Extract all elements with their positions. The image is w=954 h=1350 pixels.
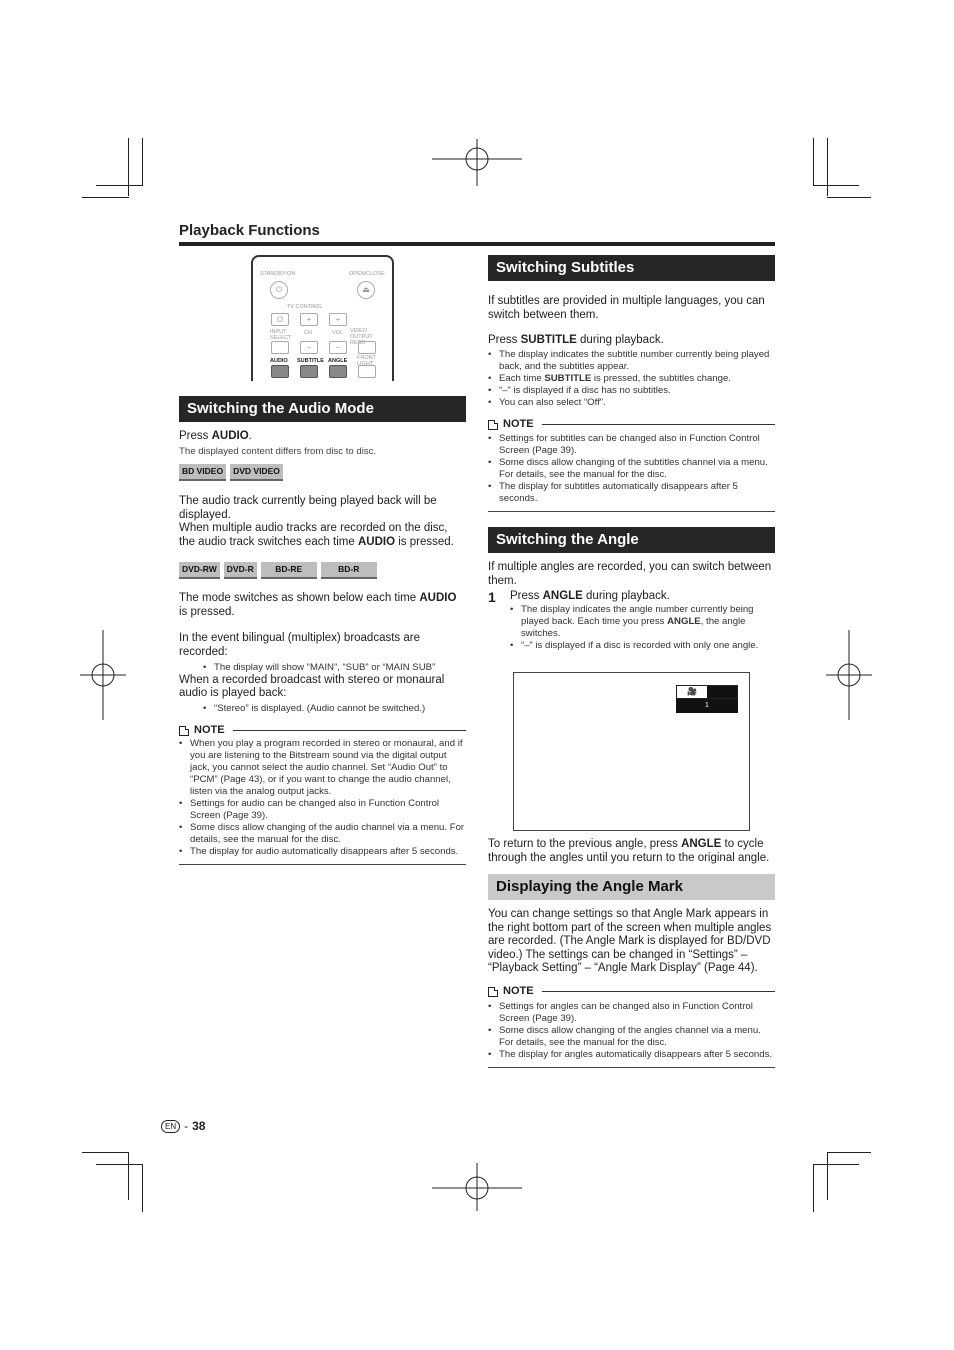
- section-end-rule: [488, 1067, 775, 1068]
- video-output-icon: [358, 341, 376, 354]
- note-item: • When you play a program recorded in stereo or monaural, and if you are listening to the Bitstream sound via the digital output jack, you cannot select the audio channel. Set “Audio Out” to “PCM” (Page 43), or if you want to change the audio channel, listen via the analog output jacks.: [179, 738, 466, 798]
- angle-title: Switching the Angle: [488, 527, 775, 553]
- subtitles-bullet: • The display indicates the subtitle number currently being played back, and the subtitles appear.: [488, 349, 775, 373]
- remote-audio-label: AUDIO: [270, 358, 288, 364]
- angle-bullet: • The display indicates the angle number currently being played back. Each time you press ANGLE, the angle switches.: [510, 604, 775, 640]
- remote-subtitle-label: SUBTITLE: [297, 358, 324, 364]
- note-item: • The display for audio automatically disappears after 5 seconds.: [179, 846, 466, 858]
- audio-section: [179, 396, 466, 865]
- anglemark-note-header: NOTE: [488, 985, 775, 999]
- audio-p4: When a recorded broadcast with stereo or monaural audio is played back:: [179, 673, 445, 700]
- subtitles-bullet: • Each time SUBTITLE is pressed, the subtitles change.: [488, 373, 775, 385]
- audio-p1-line1: The audio track currently being played back will be displayed.: [179, 495, 437, 521]
- registration-mark: [432, 114, 522, 204]
- angle-step: [488, 590, 775, 652]
- audio-differs: The displayed content differs from disc to disc.: [179, 445, 377, 457]
- angle-section: [488, 527, 775, 652]
- audio-p2: The mode switches as shown below each time AUDIO is pressed.: [179, 592, 457, 618]
- disc-badge: DVD-R: [224, 562, 257, 580]
- language-badge: EN: [161, 1120, 180, 1133]
- registration-mark: [432, 1143, 522, 1233]
- note-item: • Some discs allow changing of the audio channel via a menu. For details, see the manual for the disc.: [179, 822, 466, 846]
- crop-mark: [82, 197, 129, 198]
- subtitles-title: Switching Subtitles: [488, 255, 775, 281]
- section-end-rule: [179, 864, 466, 865]
- angle-osd-value: 1: [676, 699, 738, 713]
- remote-input-label: INPUT SELECT: [270, 329, 292, 341]
- remote-front-label: FRONT LIGHT: [357, 355, 376, 367]
- step-number: 1: [488, 589, 496, 606]
- crop-mark: [128, 1152, 129, 1200]
- note-item: • Settings for subtitles can be changed also in Function Control Screen (Page 39).: [488, 433, 775, 457]
- subtitles-press: Press SUBTITLE during playback.: [488, 334, 664, 347]
- ch-up-icon: +: [300, 313, 318, 326]
- audio-p3: In the event bilingual (multiplex) broadcasts are recorded:: [179, 632, 420, 658]
- audio-title: Switching the Audio Mode: [179, 396, 466, 422]
- note-item: • Some discs allow changing of the angles channel via a menu. For details, see the manual for the disc.: [488, 1025, 775, 1049]
- disc-badge: BD VIDEO: [179, 464, 226, 482]
- note-icon: [179, 726, 189, 736]
- crop-mark: [827, 138, 828, 196]
- angle-intro: If multiple angles are recorded, you can switch between them.: [488, 561, 772, 587]
- audio-badges-2: [179, 562, 466, 580]
- anglemark-title: Displaying the Angle Mark: [488, 874, 775, 900]
- disc-badge: DVD VIDEO: [230, 464, 283, 482]
- section-end-rule: [488, 511, 775, 512]
- angle-button-icon: [329, 365, 347, 378]
- audio-p3-bullet: • The display will show “MAIN”, “SUB” or “MAIN SUB”: [203, 662, 466, 674]
- audio-press: Press AUDIO.: [179, 430, 252, 442]
- remote-vol-label: VOL: [332, 330, 344, 336]
- page-number: EN - 38: [161, 1119, 205, 1133]
- remote-angle-label: ANGLE: [328, 358, 348, 364]
- angle-return-text: To return to the previous angle, press ANGLE to cycle through the angles until you return to the original angle.: [488, 838, 770, 864]
- vol-up-icon: +: [329, 313, 347, 326]
- ch-down-icon: −: [300, 341, 318, 354]
- crop-mark: [128, 138, 129, 196]
- crop-mark: [142, 1164, 143, 1212]
- subtitles-intro: If subtitles are provided in multiple languages, you can switch between them.: [488, 295, 765, 321]
- subtitle-button-icon: [300, 365, 318, 378]
- remote-openclose-label: OPEN/CLOSE: [349, 271, 385, 277]
- crop-mark: [813, 1164, 859, 1165]
- angle-bullet: • “–” is displayed if a disc is recorded with only one angle.: [510, 640, 775, 652]
- vol-down-icon: −: [329, 341, 347, 354]
- tv-power-icon: ⏻: [271, 313, 289, 326]
- crop-mark: [827, 1152, 828, 1200]
- crop-mark: [96, 1164, 143, 1165]
- crop-mark: [96, 185, 143, 186]
- subtitles-note-header: NOTE: [488, 418, 775, 432]
- note-item: • Settings for angles can be changed also in Function Control Screen (Page 39).: [488, 1001, 775, 1025]
- power-icon: ⏻: [270, 281, 288, 299]
- angle-osd: [676, 685, 738, 713]
- subtitles-bullet: • You can also select “Off”.: [488, 397, 775, 409]
- audio-notes: [179, 738, 466, 858]
- disc-badge: BD-R: [321, 562, 377, 580]
- remote-illustration: [251, 255, 394, 381]
- tv-screen-illustration: [513, 672, 750, 831]
- note-icon: [488, 420, 498, 430]
- crop-mark: [813, 138, 814, 186]
- subtitles-bullet: • “–” is displayed if a disc has no subtitles.: [488, 385, 775, 397]
- note-item: • The display for angles automatically disappears after 5 seconds.: [488, 1049, 775, 1061]
- audio-p4-bullet: • “Stereo” is displayed. (Audio cannot be switched.): [203, 703, 466, 715]
- remote-video-label: VIDEO OUTPUT RESO: [350, 328, 373, 346]
- anglemark-notes: [488, 1001, 775, 1061]
- registration-mark: [804, 630, 894, 720]
- note-icon: [488, 987, 498, 997]
- note-item: • The display for subtitles automatically disappears after 5 seconds.: [488, 481, 775, 505]
- crop-mark: [827, 197, 871, 198]
- crop-mark: [142, 138, 143, 186]
- anglemark-intro: You can change settings so that Angle Mark appears in the right bottom part of the screen when multiple angles are recorded. (The Angle Mark is displayed for BD/DVD video.) The settings can be changed in “Settings” – “Playback Setting” – “Angle Mark Display” (Page 44).: [488, 908, 772, 975]
- audio-p1-line2: When multiple audio tracks are recorded on the disc, the audio track switches each time AUDIO is pressed.: [179, 522, 454, 548]
- disc-badge: BD-RE: [261, 562, 317, 580]
- note-item: • Some discs allow changing of the subtitles channel via a menu. For details, see the manual for the disc.: [488, 457, 775, 481]
- angle-step-text: Press ANGLE during playback.: [510, 590, 670, 603]
- section-title: Playback Functions: [179, 222, 320, 239]
- page-number-value: 38: [192, 1119, 206, 1133]
- remote-tvcontrol-label: TV CONTROL: [287, 304, 323, 310]
- angle-return: [488, 838, 778, 865]
- front-light-button-icon: [358, 365, 376, 378]
- anglemark-section: [488, 874, 775, 1068]
- subtitles-section: [488, 255, 775, 512]
- disc-badge: DVD-RW: [179, 562, 220, 580]
- crop-mark: [82, 1152, 129, 1153]
- header-rule: [179, 242, 775, 246]
- audio-note-header: NOTE: [179, 724, 466, 738]
- subtitles-notes: [488, 433, 775, 505]
- remote-standby-label: STANDBY/ON: [260, 271, 296, 277]
- audio-badges-1: [179, 464, 466, 482]
- crop-mark: [827, 1152, 871, 1153]
- registration-mark: [58, 630, 148, 720]
- crop-mark: [813, 1164, 814, 1212]
- camera-angle-icon: 🎥: [677, 686, 707, 698]
- note-item: • Settings for audio can be changed also in Function Control Screen (Page 39).: [179, 798, 466, 822]
- eject-icon: ⏏: [357, 281, 375, 299]
- input-button-icon: [271, 341, 289, 354]
- audio-button-icon: [271, 365, 289, 378]
- crop-mark: [813, 185, 859, 186]
- remote-ch-label: CH: [304, 330, 312, 336]
